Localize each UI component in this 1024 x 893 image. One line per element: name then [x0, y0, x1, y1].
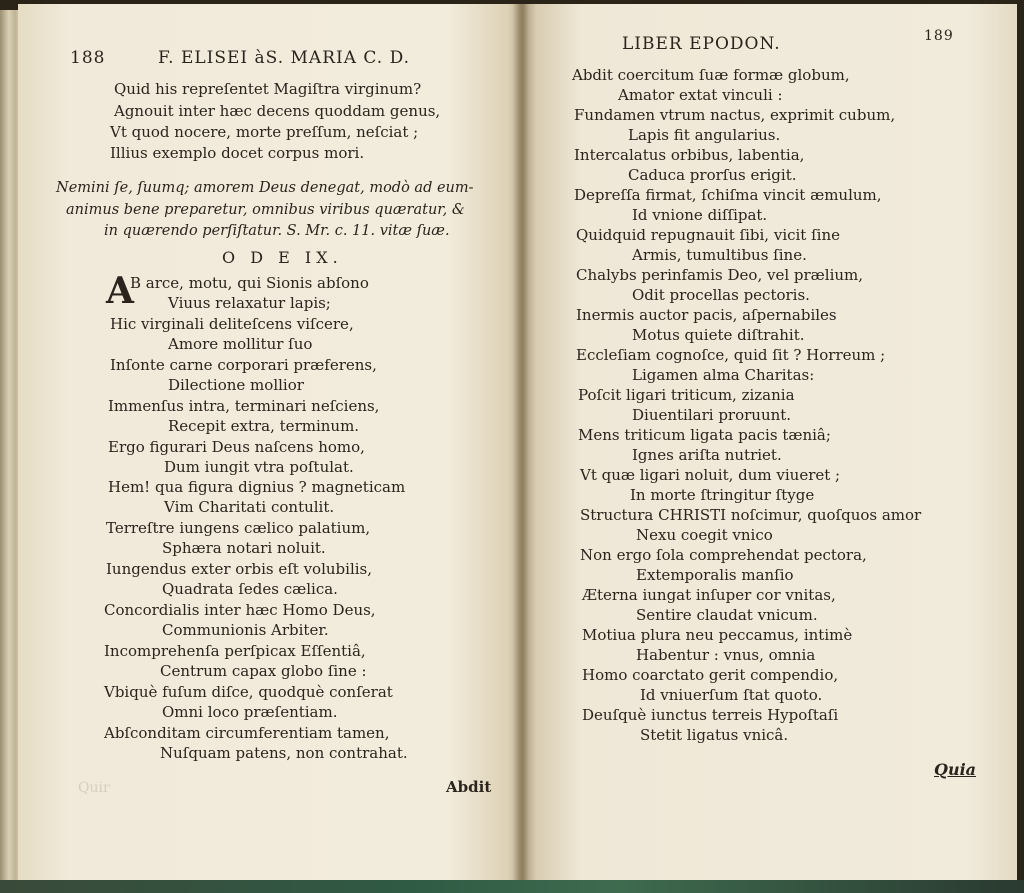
epode-line: Ignes ariſta nutriet.: [632, 446, 782, 464]
ode-line: Amore mollitur ſuo: [168, 335, 313, 353]
ode-line: Quadrata ſedes cælica.: [162, 580, 338, 598]
ode-line: Dum iungit vtra poſtulat.: [164, 458, 354, 476]
epode-line: Chalybs perinfamis Deo, vel prælium,: [576, 266, 864, 284]
drop-cap: A: [106, 270, 134, 312]
left-catchword: Abdit: [446, 778, 492, 796]
epode-line: Intercalatus orbibus, labentia,: [574, 146, 805, 164]
ode-line: Iungendus exter orbis eſt volubilis,: [106, 560, 373, 578]
ode-title: O D E IX.: [222, 248, 343, 267]
epode-line: Inermis auctor pacis, aſpernabiles: [576, 306, 837, 324]
epode-line: Fundamen vtrum nactus, exprimit cubum,: [574, 106, 896, 124]
ode-line: Nuſquam patens, non contrahat.: [160, 744, 408, 762]
epode-line: Quidquid repugnauit ſibi, vicit ſine: [576, 226, 840, 244]
ode-line: Terreſtre iungens cælico palatium,: [106, 519, 371, 537]
ode-line: Abſconditam circumferentiam tamen,: [104, 724, 390, 742]
left-running-head: F. ELISEI àS. MARIA C. D.: [158, 48, 411, 68]
ode-line: Ergo figurari Deus naſcens homo,: [108, 438, 365, 456]
book-gutter: [513, 4, 529, 882]
epode-line: Ligamen alma Charitas:: [632, 366, 815, 384]
ode-line: Sphæra notari noluit.: [162, 539, 326, 557]
verse-line: Illius exemplo docet corpus mori.: [110, 144, 365, 162]
epode-line: Stetit ligatus vnicâ.: [640, 726, 789, 744]
verse-line: Quid his repreſentet Magiſtra virginum?: [114, 80, 422, 98]
epode-line: Id vniuerſum ſtat quoto.: [640, 686, 823, 704]
left-page-number: 188: [70, 48, 106, 68]
left-page: [18, 4, 523, 880]
epode-line: Caduca prorſus erigit.: [628, 166, 797, 184]
right-page-number: 189: [924, 28, 954, 44]
ode-line: Viuus relaxatur lapis;: [168, 294, 331, 312]
right-running-head: LIBER EPODON.: [622, 34, 781, 54]
epode-line: Abdit coercitum ſuæ formæ globum,: [572, 66, 850, 84]
ode-line: Concordialis inter hæc Homo Deus,: [104, 601, 376, 619]
argument-line: Nemini ſe, ſuumq; amorem Deus denegat, modò ad eum-: [56, 180, 474, 196]
epode-line: Nexu coegit vnico: [636, 526, 773, 544]
epode-line: Amator extat vinculi :: [618, 86, 783, 104]
ode-line: B arce, motu, qui Sionis abſono: [130, 274, 369, 292]
epode-line: Extemporalis manſio: [636, 566, 794, 584]
ode-line: Hic virginali deliteſcens viſcere,: [110, 315, 354, 333]
ode-line: Immenſus intra, terminari neſciens,: [108, 397, 380, 415]
epode-line: Depreſſa firmat, ſchiſma vincit æmulum,: [574, 186, 882, 204]
ode-line: Incomprehenſa perſpicax Eſſentiâ,: [104, 642, 366, 660]
epode-line: Vt quæ ligari noluit, dum viueret ;: [580, 466, 841, 484]
ode-line: Recepit extra, terminum.: [168, 417, 360, 435]
epode-line: Motiua plura neu peccamus, intimè: [582, 626, 853, 644]
epode-line: Non ergo ſola comprehendat pectora,: [580, 546, 867, 564]
ode-line: Vbiquè fuſum diſce, quodquè conſerat: [104, 683, 393, 701]
epode-line: Poſcit ligari triticum, zizania: [578, 386, 795, 404]
ode-line: Centrum capax globo ſine :: [160, 662, 367, 680]
epode-line: Habentur : vnus, omnia: [636, 646, 816, 664]
epode-line: Id vnione diſſipat.: [632, 206, 768, 224]
ode-line: Vim Charitati contulit.: [164, 498, 335, 516]
cover-edge: [0, 880, 1024, 893]
epode-line: Lapis fit angularius.: [628, 126, 781, 144]
epode-line: Æterna iungat inſuper cor vnitas,: [582, 586, 836, 604]
epode-line: Odit procellas pectoris.: [632, 286, 810, 304]
epode-line: Mens triticum ligata pacis tæniâ;: [578, 426, 831, 444]
verse-line: Agnouit inter hæc decens quoddam genus,: [114, 102, 441, 120]
argument-line: in quærendo perſiſtatur. S. Mr. c. 11. vitæ ſuæ.: [104, 223, 450, 239]
ode-line: Dilectione mollior: [168, 376, 304, 394]
epode-line: Deuſquè iunctus terreis Hypoſtaſi: [582, 706, 839, 724]
ode-line: Communionis Arbiter.: [162, 621, 329, 639]
ode-line: Hem! qua figura dignius ? magneticam: [108, 478, 406, 496]
epode-line: Armis, tumultibus ſine.: [632, 246, 807, 264]
epode-line: Motus quiete diſtrahit.: [632, 326, 805, 344]
argument-line: animus bene preparetur, omnibus viribus quæratur, &: [66, 202, 465, 218]
epode-line: Homo coarctato gerit compendio,: [582, 666, 839, 684]
ode-line: Omni loco præſentiam.: [162, 703, 338, 721]
show-through: Quir: [78, 780, 110, 796]
right-catchword: Quia: [934, 760, 977, 779]
epode-line: In morte ſtringitur ſtyge: [630, 486, 815, 504]
right-page: [522, 4, 1017, 882]
ode-line: Inſonte carne corporari præferens,: [110, 356, 377, 374]
epode-line: Diuentilari proruunt.: [632, 406, 792, 424]
epode-line: Structura CHRISTI noſcimur, quoſquos amor: [580, 506, 922, 524]
verse-line: Vt quod nocere, morte preſſum, neſciat ;: [110, 123, 419, 141]
epode-line: Eccleſiam cognoſce, quid ſit ? Horreum ;: [576, 346, 886, 364]
epode-line: Sentire claudat vnicum.: [636, 606, 818, 624]
